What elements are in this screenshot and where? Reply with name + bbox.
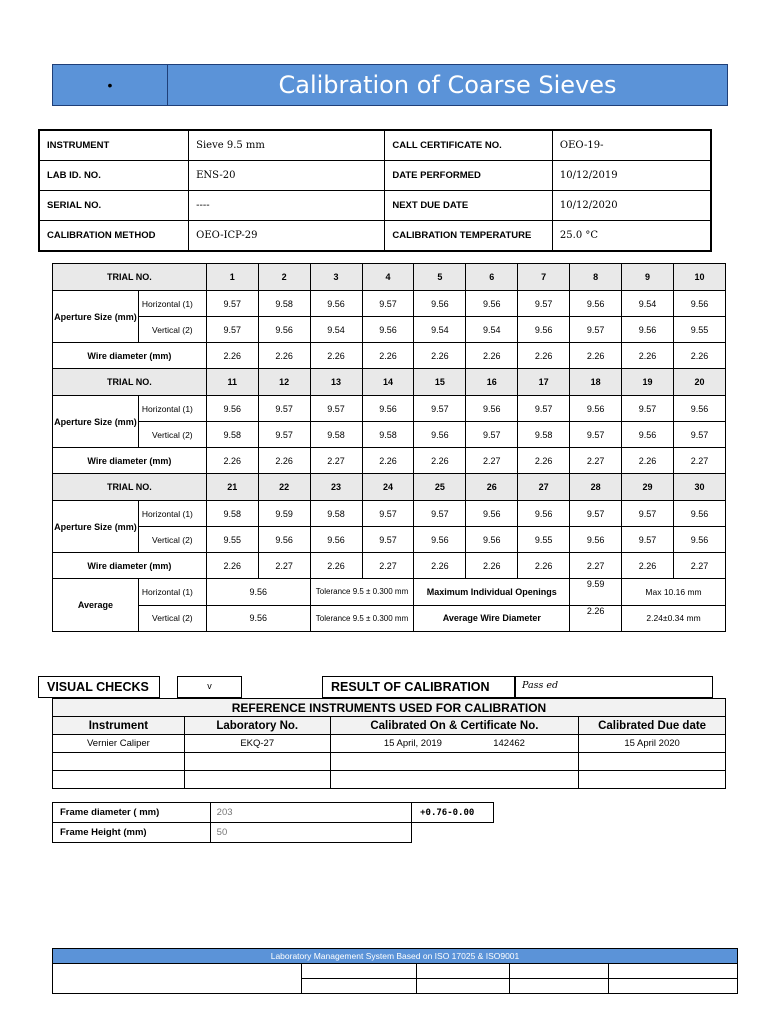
horizontal-value: 9.57 xyxy=(622,396,674,422)
vertical-value: 9.58 xyxy=(206,422,258,448)
frame-height-value: 50 xyxy=(210,823,411,843)
vertical-value: 9.56 xyxy=(622,422,674,448)
horizontal-value: 9.56 xyxy=(466,291,518,317)
vertical-value: 9.56 xyxy=(310,527,362,553)
trial-number: 18 xyxy=(570,369,622,396)
header-logo-cell xyxy=(53,65,168,105)
frame-height-label: Frame Height (mm) xyxy=(53,823,211,843)
vertical-value: 9.57 xyxy=(206,317,258,343)
vertical-row xyxy=(53,422,726,448)
instrument-info-table xyxy=(38,129,712,252)
horizontal-value: 9.56 xyxy=(673,501,725,527)
trial-number: 13 xyxy=(310,369,362,396)
horizontal-value: 9.56 xyxy=(570,291,622,317)
trial-number: 12 xyxy=(258,369,310,396)
average-horizontal-row xyxy=(53,579,726,606)
vertical-value: 9.57 xyxy=(570,317,622,343)
trial-no-label: TRIAL NO. xyxy=(53,474,207,501)
trial-no-label: TRIAL NO. xyxy=(53,369,207,396)
ref-cert-no: 142462 xyxy=(493,738,525,749)
horizontal-value: 9.56 xyxy=(310,291,362,317)
vertical-row xyxy=(53,317,726,343)
trial-number: 27 xyxy=(518,474,570,501)
ref-lab-no: EKQ-27 xyxy=(184,735,330,753)
frame-table xyxy=(52,802,494,843)
visual-checks-value: v xyxy=(177,676,242,698)
vertical-value: 9.54 xyxy=(310,317,362,343)
horizontal-tolerance: Tolerance 9.5 ± 0.300 mm xyxy=(310,579,414,606)
frame-tolerance: +0.76-0.00 xyxy=(412,803,494,823)
horizontal-value: 9.57 xyxy=(518,396,570,422)
wire-diameter-value: 2.26 xyxy=(622,553,674,579)
document-header xyxy=(52,64,728,106)
wire-diameter-value: 2.27 xyxy=(466,448,518,474)
wire-diameter-value: 2.26 xyxy=(206,343,258,369)
horizontal-value: 9.58 xyxy=(310,501,362,527)
trial-number: 11 xyxy=(206,369,258,396)
ref-due-date: 15 April 2020 xyxy=(579,735,726,753)
horizontal-value: 9.56 xyxy=(362,396,414,422)
wire-diameter-row xyxy=(53,448,726,474)
info-value: 10/12/2019 xyxy=(552,161,711,191)
info-label: CALL CERTIFICATE NO. xyxy=(385,130,553,161)
info-label: SERIAL NO. xyxy=(39,191,189,221)
wire-diameter-value: 2.26 xyxy=(206,553,258,579)
info-label: LAB ID. NO. xyxy=(39,161,189,191)
reference-title: REFERENCE INSTRUMENTS USED FOR CALIBRATION xyxy=(53,699,726,717)
vertical-value: 9.57 xyxy=(622,527,674,553)
horizontal-value: 9.57 xyxy=(362,291,414,317)
horizontal-value: 9.56 xyxy=(206,396,258,422)
header-dot: • xyxy=(107,77,113,93)
info-label: NEXT DUE DATE xyxy=(385,191,553,221)
max-openings-limit: Max 10.16 mm xyxy=(622,579,726,606)
horizontal-value: 9.57 xyxy=(258,396,310,422)
trial-number: 9 xyxy=(622,264,674,291)
trial-number: 22 xyxy=(258,474,310,501)
vertical-value: 9.56 xyxy=(570,527,622,553)
vertical-value: 9.57 xyxy=(673,422,725,448)
average-vertical-row xyxy=(53,605,726,632)
trial-header-row xyxy=(53,264,726,291)
table-row xyxy=(53,753,726,771)
info-label: CALIBRATION TEMPERATURE xyxy=(385,221,553,252)
vertical-value: 9.58 xyxy=(518,422,570,448)
trial-number: 10 xyxy=(673,264,725,291)
wire-diameter-value: 2.27 xyxy=(310,448,362,474)
vertical-value: 9.58 xyxy=(362,422,414,448)
ref-calibrated-on xyxy=(330,735,579,753)
ref-column-header: Calibrated Due date xyxy=(579,717,726,735)
wire-diameter-row xyxy=(53,343,726,369)
vertical-value: 9.56 xyxy=(414,527,466,553)
horizontal-value: 9.57 xyxy=(414,501,466,527)
trial-number: 21 xyxy=(206,474,258,501)
horizontal-row xyxy=(53,501,726,527)
wire-diameter-limit: 2.24±0.34 mm xyxy=(622,605,726,632)
info-value: ---- xyxy=(189,191,385,221)
average-label: Average xyxy=(53,579,139,632)
aperture-size-label: Aperture Size (mm) xyxy=(53,396,139,448)
ref-column-header: Laboratory No. xyxy=(184,717,330,735)
trial-number: 30 xyxy=(673,474,725,501)
horizontal-value: 9.56 xyxy=(673,291,725,317)
trial-no-label: TRIAL NO. xyxy=(53,264,207,291)
wire-diameter-value: 2.27 xyxy=(362,553,414,579)
wire-diameter-value: 2.26 xyxy=(362,448,414,474)
table-row xyxy=(53,735,726,753)
average-wire-diameter-label: Average Wire Diameter xyxy=(414,605,570,632)
horizontal-value: 9.56 xyxy=(518,501,570,527)
aperture-size-label: Aperture Size (mm) xyxy=(53,291,139,343)
average-horizontal-label: Horizontal (1) xyxy=(138,579,206,606)
visual-checks-label: VISUAL CHECKS xyxy=(38,676,160,698)
wire-diameter-value: 2.27 xyxy=(570,553,622,579)
trial-number: 14 xyxy=(362,369,414,396)
frame-diameter-value: 203 xyxy=(210,803,411,823)
wire-diameter-value: 2.26 xyxy=(310,343,362,369)
info-value: Sieve 9.5 mm xyxy=(189,130,385,161)
trial-number: 20 xyxy=(673,369,725,396)
max-individual-openings-label: Maximum Individual Openings xyxy=(414,579,570,606)
result-of-calibration-label: RESULT OF CALIBRATION xyxy=(322,676,515,698)
horizontal-value: 9.56 xyxy=(414,291,466,317)
trial-number: 4 xyxy=(362,264,414,291)
trial-header-row xyxy=(53,474,726,501)
horizontal-value: 9.58 xyxy=(258,291,310,317)
info-row xyxy=(39,161,711,191)
info-value: OEO-19- xyxy=(552,130,711,161)
wire-diameter-value: 2.26 xyxy=(414,343,466,369)
ref-column-header: Calibrated On & Certificate No. xyxy=(330,717,579,735)
wire-diameter-value: 2.27 xyxy=(570,448,622,474)
wire-diameter-value: 2.27 xyxy=(673,553,725,579)
info-value: 10/12/2020 xyxy=(552,191,711,221)
aperture-size-label: Aperture Size (mm) xyxy=(53,501,139,553)
vertical-value: 9.56 xyxy=(622,317,674,343)
horizontal-row xyxy=(53,396,726,422)
wire-diameter-value: 2.26 xyxy=(414,553,466,579)
trials-table xyxy=(52,263,726,632)
trial-number: 1 xyxy=(206,264,258,291)
info-label: CALIBRATION METHOD xyxy=(39,221,189,252)
trial-number: 2 xyxy=(258,264,310,291)
wire-diameter-row xyxy=(53,553,726,579)
wire-diameter-label: Wire diameter (mm) xyxy=(53,343,207,369)
trial-number: 15 xyxy=(414,369,466,396)
horizontal-value: 9.56 xyxy=(466,501,518,527)
horizontal-value: 9.56 xyxy=(673,396,725,422)
info-row xyxy=(39,191,711,221)
horizontal-value: 9.57 xyxy=(518,291,570,317)
info-label: INSTRUMENT xyxy=(39,130,189,161)
horizontal-label: Horizontal (1) xyxy=(138,291,206,317)
vertical-label: Vertical (2) xyxy=(138,422,206,448)
vertical-value: 9.56 xyxy=(673,527,725,553)
wire-diameter-value: 2.26 xyxy=(414,448,466,474)
horizontal-value: 9.57 xyxy=(414,396,466,422)
ref-instrument: Vernier Caliper xyxy=(53,735,185,753)
horizontal-value: 9.57 xyxy=(570,501,622,527)
wire-diameter-value: 2.26 xyxy=(518,553,570,579)
horizontal-label: Horizontal (1) xyxy=(138,501,206,527)
vertical-value: 9.56 xyxy=(362,317,414,343)
trial-number: 24 xyxy=(362,474,414,501)
wire-diameter-label: Wire diameter (mm) xyxy=(53,448,207,474)
vertical-row xyxy=(53,527,726,553)
trial-number: 7 xyxy=(518,264,570,291)
vertical-tolerance: Tolerance 9.5 ± 0.300 mm xyxy=(310,605,414,632)
wire-diameter-value: 2.26 xyxy=(466,553,518,579)
vertical-value: 9.55 xyxy=(206,527,258,553)
trial-number: 28 xyxy=(570,474,622,501)
wire-diameter-value: 2.26 xyxy=(362,343,414,369)
vertical-value: 9.56 xyxy=(258,527,310,553)
horizontal-row xyxy=(53,291,726,317)
wire-diameter-label: Wire diameter (mm) xyxy=(53,553,207,579)
info-label: DATE PERFORMED xyxy=(385,161,553,191)
vertical-value: 9.56 xyxy=(518,317,570,343)
trial-header-row xyxy=(53,369,726,396)
vertical-value: 9.55 xyxy=(673,317,725,343)
horizontal-value: 9.57 xyxy=(362,501,414,527)
vertical-value: 9.57 xyxy=(570,422,622,448)
vertical-value: 9.58 xyxy=(310,422,362,448)
footer-table xyxy=(52,948,738,994)
horizontal-value: 9.58 xyxy=(206,501,258,527)
wire-diameter-value: 2.26 xyxy=(466,343,518,369)
horizontal-value: 9.56 xyxy=(466,396,518,422)
vertical-value: 9.56 xyxy=(414,422,466,448)
vertical-value: 9.57 xyxy=(466,422,518,448)
horizontal-value: 9.54 xyxy=(622,291,674,317)
result-of-calibration-value: Pass ed xyxy=(515,676,713,698)
wire-diameter-value: 2.26 xyxy=(206,448,258,474)
wire-diameter-value: 2.26 xyxy=(622,343,674,369)
ref-column-header: Instrument xyxy=(53,717,185,735)
ref-cal-date: 15 April, 2019 xyxy=(383,738,442,749)
average-wire-diameter-value: 2.26 xyxy=(570,605,622,632)
average-horizontal-value: 9.56 xyxy=(206,579,310,606)
page-title: Calibration of Coarse Sieves xyxy=(168,65,727,105)
horizontal-value: 9.59 xyxy=(258,501,310,527)
wire-diameter-value: 2.27 xyxy=(258,553,310,579)
info-value: 25.0 °C xyxy=(552,221,711,252)
vertical-value: 9.54 xyxy=(466,317,518,343)
horizontal-value: 9.57 xyxy=(622,501,674,527)
vertical-value: 9.56 xyxy=(466,527,518,553)
vertical-value: 9.55 xyxy=(518,527,570,553)
horizontal-value: 9.57 xyxy=(206,291,258,317)
wire-diameter-value: 2.26 xyxy=(518,448,570,474)
trial-number: 29 xyxy=(622,474,674,501)
wire-diameter-value: 2.26 xyxy=(310,553,362,579)
info-row xyxy=(39,130,711,161)
trial-number: 19 xyxy=(622,369,674,396)
wire-diameter-value: 2.26 xyxy=(258,343,310,369)
wire-diameter-value: 2.26 xyxy=(258,448,310,474)
horizontal-value: 9.57 xyxy=(310,396,362,422)
max-individual-openings-value: 9.59 xyxy=(570,579,622,606)
wire-diameter-value: 2.26 xyxy=(570,343,622,369)
horizontal-value: 9.56 xyxy=(570,396,622,422)
vertical-label: Vertical (2) xyxy=(138,527,206,553)
info-value: OEO-ICP-29 xyxy=(189,221,385,252)
trial-number: 6 xyxy=(466,264,518,291)
info-value: ENS-20 xyxy=(189,161,385,191)
wire-diameter-value: 2.26 xyxy=(518,343,570,369)
reference-instruments-table xyxy=(52,698,726,789)
trial-number: 16 xyxy=(466,369,518,396)
wire-diameter-value: 2.27 xyxy=(673,448,725,474)
wire-diameter-value: 2.26 xyxy=(622,448,674,474)
trial-number: 23 xyxy=(310,474,362,501)
vertical-value: 9.56 xyxy=(258,317,310,343)
average-vertical-value: 9.56 xyxy=(206,605,310,632)
frame-diameter-label: Frame diameter ( mm) xyxy=(53,803,211,823)
vertical-label: Vertical (2) xyxy=(138,317,206,343)
vertical-value: 9.57 xyxy=(258,422,310,448)
vertical-value: 9.57 xyxy=(362,527,414,553)
wire-diameter-value: 2.26 xyxy=(673,343,725,369)
trial-number: 5 xyxy=(414,264,466,291)
info-row xyxy=(39,221,711,252)
trial-number: 3 xyxy=(310,264,362,291)
table-row xyxy=(53,771,726,789)
footer-text: Laboratory Management System Based on ISO 17025 & ISO9001 xyxy=(53,949,738,964)
trial-number: 17 xyxy=(518,369,570,396)
horizontal-label: Horizontal (1) xyxy=(138,396,206,422)
vertical-value: 9.54 xyxy=(414,317,466,343)
trial-number: 26 xyxy=(466,474,518,501)
average-vertical-label: Vertical (2) xyxy=(138,605,206,632)
trial-number: 25 xyxy=(414,474,466,501)
trial-number: 8 xyxy=(570,264,622,291)
